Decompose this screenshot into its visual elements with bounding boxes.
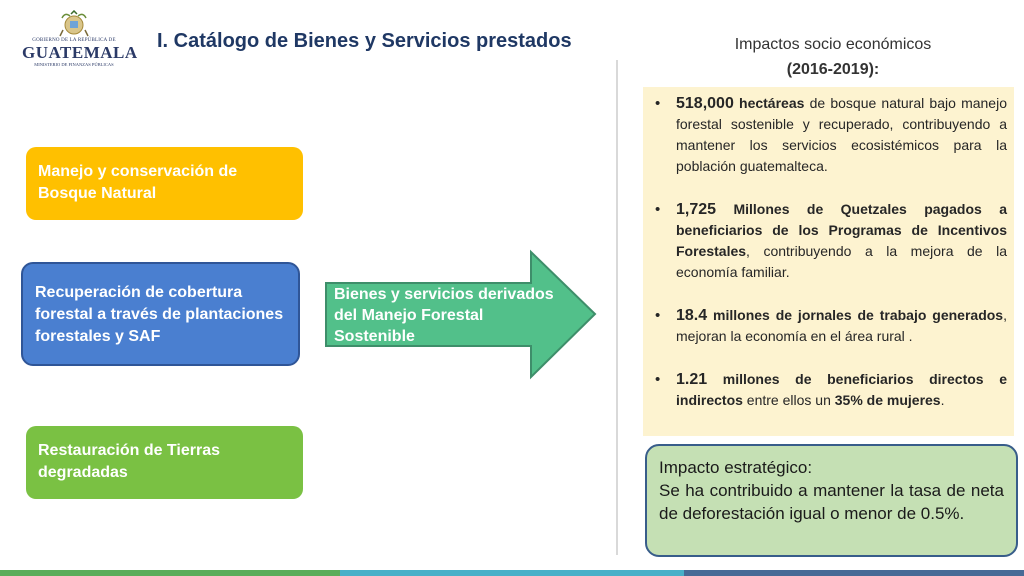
strategic-body: Se ha contribuido a mantener la tasa de neta de deforestación igual o menor de 0.5%. [659, 481, 1004, 523]
impacts-heading-line1: Impactos socio económicos [734, 36, 932, 53]
guatemala-logo [22, 10, 138, 74]
strategic-impact-box [645, 444, 1018, 557]
page-title: I. Catálogo de Bienes y Servicios prestados [157, 30, 572, 52]
bullet-text: , contribuyendo a la mejora de la economía familiar. [676, 243, 1007, 280]
impacts-heading-line2: (2016-2019): [786, 61, 880, 78]
bullet-bold: Millones de Quetzales pagados a beneficiarios de los Programas de Incentivos Forestales [676, 201, 1007, 259]
bullet-bold: millones de jornales de trabajo generados [707, 307, 1004, 323]
bullet-bold-women: 35% de mujeres [834, 392, 941, 408]
bullet-number: 1,725 [676, 201, 717, 218]
box-bosque-natural: Manejo y conservación de Bosque Natural [26, 147, 303, 220]
government-line: GOBIERNO DE LA REPÚBLICA DE [32, 38, 116, 43]
box-restauracion-tierras: Restauración de Tierras degradadas [26, 426, 303, 499]
ministry-name: MINISTERIO DE FINANZAS PÚBLICAS [34, 62, 114, 67]
box-recuperacion-cobertura: Recuperación de cobertura forestal a través de plantaciones forestales y SAF [21, 262, 300, 366]
bullet-text: entre ellos un [742, 392, 835, 408]
impacts-heading [690, 32, 976, 82]
footer-bar-teal [340, 570, 684, 576]
bullet-number: 18.4 [676, 307, 708, 324]
bullet-text: de bosque natural bajo manejo forestal sostenible y recuperado, contribuyendo a mantener los servicios ecosistémicos para la población guatemalteca. [676, 95, 1007, 174]
impacts-list [653, 93, 1007, 411]
bullet-bold: millones de beneficiarios directos e indirectos [676, 371, 1007, 408]
list-item [653, 369, 1007, 411]
footer-bar-navy [684, 570, 1024, 576]
bullet-bold: hectáreas [733, 95, 805, 111]
impacts-bullet-panel [643, 87, 1014, 436]
list-item [653, 305, 1007, 347]
bullet-text-end: . [940, 392, 945, 408]
arrow-label: Bienes y servicios derivados del Manejo Forestal Sostenible [334, 286, 554, 345]
vertical-divider [616, 60, 618, 555]
bullet-number: 518,000 [676, 95, 734, 112]
coat-of-arms-icon [57, 10, 91, 38]
list-item [653, 93, 1007, 177]
strategic-heading: Impacto estratégico: [659, 458, 813, 477]
list-item [653, 199, 1007, 283]
bullet-text: , mejoran la economía en el área rural . [676, 307, 1007, 344]
bullet-number: 1.21 [676, 371, 708, 388]
country-name: GUATEMALA [22, 43, 138, 62]
footer-bar-green [0, 570, 340, 576]
